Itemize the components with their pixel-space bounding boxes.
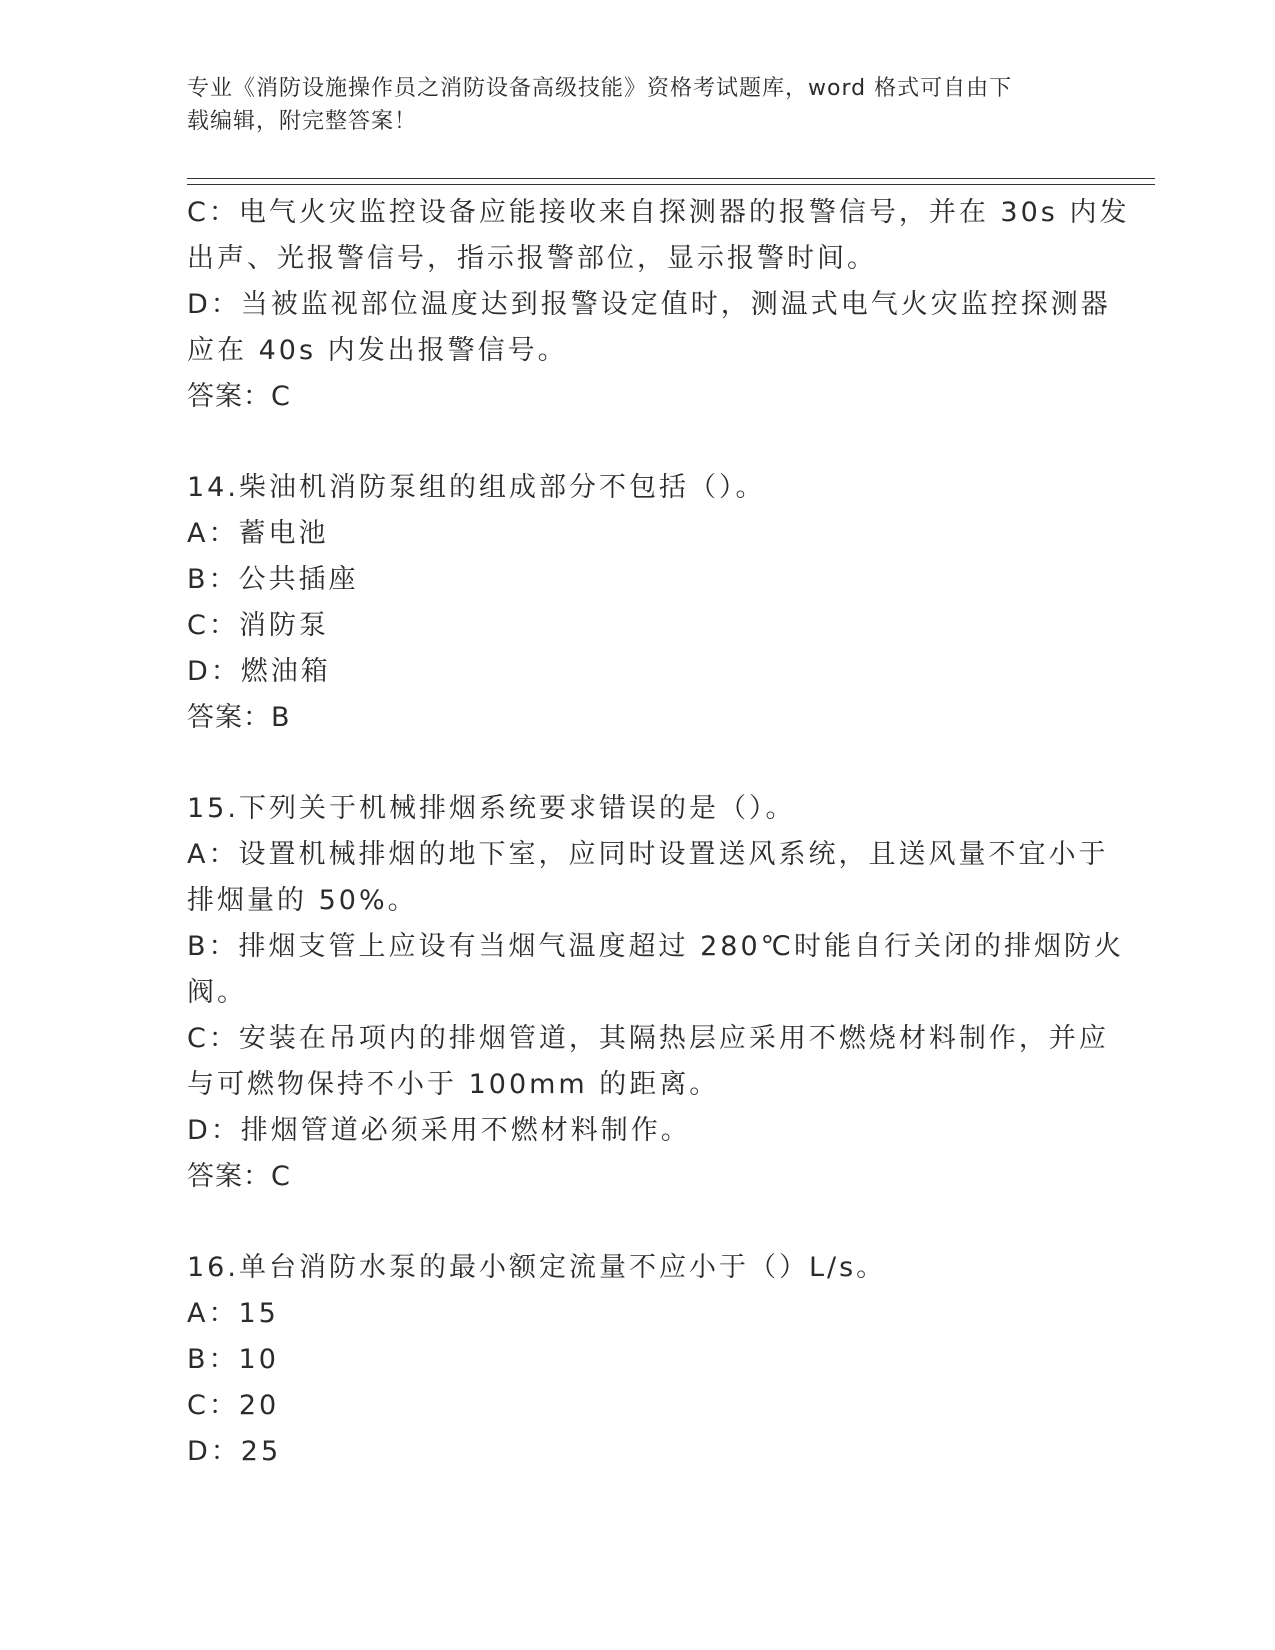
q15-option-a-line-2: 排烟量的 50%。 [187, 885, 418, 916]
prev-option-d-line-2: 应在 40s 内发出报警信号。 [187, 335, 568, 366]
q15-option-c-line-2: 与可燃物保持不小于 100mm 的距离。 [187, 1069, 720, 1100]
q14-stem: 14.柴油机消防泵组的组成部分不包括（）。 [187, 472, 766, 503]
q14-option-b: B：公共插座 [187, 564, 359, 595]
prev-option-c-line-1: C：电气火灾监控设备应能接收来自探测器的报警信号，并在 30s 内发 [187, 197, 1130, 228]
prev-option-d-line-1: D：当被监视部位温度达到报警设定值时，测温式电气火灾监控探测器 [187, 289, 1111, 320]
q15-option-b-line-2: 阀。 [187, 977, 247, 1008]
q14-option-d: D：燃油箱 [187, 656, 331, 687]
question-16 [187, 1245, 1087, 1475]
header-divider-top [187, 178, 1155, 179]
question-15 [187, 786, 1124, 1200]
q14-answer: 答案：B [187, 702, 291, 733]
q14-option-a: A：蓄电池 [187, 518, 329, 549]
q15-option-d: D：排烟管道必须采用不燃材料制作。 [187, 1115, 691, 1146]
header-line-1: 专业《消防设施操作员之消防设备高级技能》资格考试题库，word 格式可自由下 [187, 76, 1013, 101]
q15-answer: 答案：C [187, 1161, 291, 1192]
question-14 [187, 465, 1087, 741]
q16-stem: 16.单台消防水泵的最小额定流量不应小于（）L/s。 [187, 1252, 887, 1283]
q16-option-b: B：10 [187, 1344, 279, 1375]
q14-option-c: C：消防泵 [187, 610, 329, 641]
q15-option-c-line-1: C：安装在吊项内的排烟管道，其隔热层应采用不燃烧材料制作，并应 [187, 1023, 1109, 1054]
q15-stem: 15.下列关于机械排烟系统要求错误的是（）。 [187, 793, 796, 824]
document-header [187, 72, 1067, 138]
prev-answer: 答案：C [187, 381, 291, 412]
prev-option-c-line-2: 出声、光报警信号，指示报警部位，显示报警时间。 [187, 243, 877, 274]
q15-option-a-line-1: A：设置机械排烟的地下室，应同时设置送风系统，且送风量不宜小于 [187, 839, 1109, 870]
question-content [187, 190, 1130, 1475]
prev-question-options [187, 190, 1130, 420]
q16-option-a: A：15 [187, 1298, 279, 1329]
header-divider-bottom [187, 184, 1155, 185]
header-line-2: 载编辑，附完整答案！ [187, 109, 418, 134]
q16-option-c: C：20 [187, 1390, 280, 1421]
q16-option-d: D：25 [187, 1436, 282, 1467]
q15-option-b-line-1: B：排烟支管上应设有当烟气温度超过 280℃时能自行关闭的排烟防火 [187, 931, 1124, 962]
